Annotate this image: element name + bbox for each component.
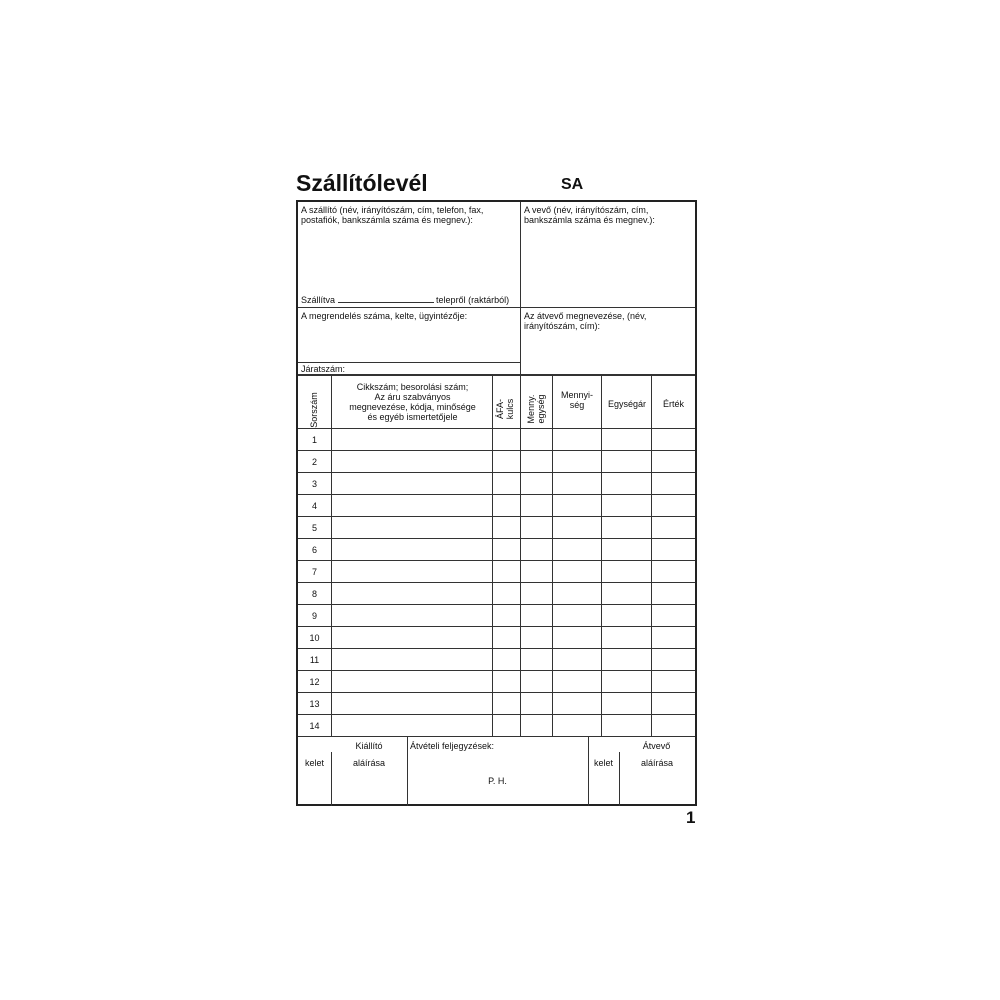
table-row[interactable]	[331, 450, 695, 472]
row-line	[298, 494, 695, 495]
row-number: 8	[311, 589, 317, 599]
header-value: Érték	[662, 399, 684, 409]
receiver-footer-label: Átvevő	[642, 741, 671, 751]
row-number: 11	[309, 655, 320, 665]
row-number: 7	[311, 567, 317, 577]
header-item: Cikkszám; besorolási szám; Az áru szabványos megnevezése, kódja, minősége és egyéb ismertetőjele	[349, 382, 476, 422]
shipped-line	[301, 295, 521, 305]
delivery-note-form	[296, 200, 697, 806]
row-number: 13	[309, 699, 320, 709]
row-number: 14	[309, 721, 320, 731]
table-row[interactable]	[331, 472, 695, 494]
footer-divider-left	[407, 736, 408, 806]
table-row[interactable]	[331, 582, 695, 604]
row-line	[298, 648, 695, 649]
table-row[interactable]	[331, 670, 695, 692]
row-line	[298, 538, 695, 539]
row-line	[298, 450, 695, 451]
row-line	[298, 604, 695, 605]
order-label: A megrendelés száma, kelte, ügyintézője:	[301, 311, 468, 321]
receiver-split	[619, 752, 620, 806]
receiver-date-label: kelet	[593, 758, 613, 768]
route-label: Járatszám:	[301, 364, 346, 374]
table-row[interactable]	[331, 626, 695, 648]
row-number: 3	[311, 479, 317, 489]
route-divider	[298, 362, 520, 363]
row-line	[298, 516, 695, 517]
table-row[interactable]	[331, 428, 695, 450]
notes-label: Átvételi feljegyzések:	[410, 741, 495, 751]
form-code: SA	[561, 176, 584, 193]
shipped-prefix: Szállítva	[301, 295, 336, 305]
buyer-label: A vevő (név, irányítószám, cím, bankszámla száma és megnev.):	[524, 205, 655, 225]
row-line	[298, 670, 695, 671]
row-number: 1	[311, 435, 317, 445]
stamp-label: P. H.	[488, 776, 507, 786]
header-unit: Menny. egység	[526, 394, 546, 424]
table-row[interactable]	[331, 560, 695, 582]
row-number: 12	[309, 677, 320, 687]
table-row[interactable]	[331, 538, 695, 560]
row-number: 10	[309, 633, 320, 643]
receiver-label: Az átvevő megnevezése, (név, irányítószám, cím):	[524, 311, 647, 331]
table-row[interactable]	[331, 494, 695, 516]
supplier-label: A szállító (név, irányítószám, cím, telefon, fax, postafiók, bankszámla száma és megnev.):	[301, 205, 484, 225]
row-line	[298, 582, 695, 583]
header-vat: ÁFA- kulcs	[495, 398, 515, 420]
row-number: 6	[311, 545, 317, 555]
table-row[interactable]	[331, 604, 695, 626]
row-line	[298, 626, 695, 627]
table-bottom-line	[298, 736, 695, 737]
header-serial: Sorszám	[309, 392, 319, 428]
row-number: 2	[311, 457, 317, 467]
header-quantity: Mennyi- ség	[560, 390, 593, 410]
table-row[interactable]	[331, 692, 695, 714]
receiver-signature-label: aláírása	[640, 758, 674, 768]
header-unit-price: Egységár	[607, 399, 647, 409]
row-number: 9	[311, 611, 317, 621]
section-divider-2	[298, 374, 695, 376]
row-line	[298, 692, 695, 693]
section-divider-1	[298, 307, 695, 308]
page-number: 1	[686, 808, 696, 827]
row-number: 4	[311, 501, 317, 511]
row-number: 5	[311, 523, 317, 533]
issuer-split	[331, 752, 332, 806]
table-row[interactable]	[331, 648, 695, 670]
shipped-suffix: telepről (raktárból)	[436, 295, 510, 305]
issuer-date-label: kelet	[304, 758, 324, 768]
top-divider	[520, 202, 521, 374]
footer-divider-right	[588, 736, 589, 806]
table-row[interactable]	[331, 714, 695, 736]
row-line	[298, 714, 695, 715]
table-row[interactable]	[331, 516, 695, 538]
row-line	[298, 472, 695, 473]
shipped-blank[interactable]	[338, 295, 434, 303]
row-line	[298, 560, 695, 561]
issuer-signature-label: aláírása	[352, 758, 386, 768]
document-title: Szállítólevél	[296, 170, 428, 196]
issuer-label: Kiállító	[355, 741, 383, 751]
